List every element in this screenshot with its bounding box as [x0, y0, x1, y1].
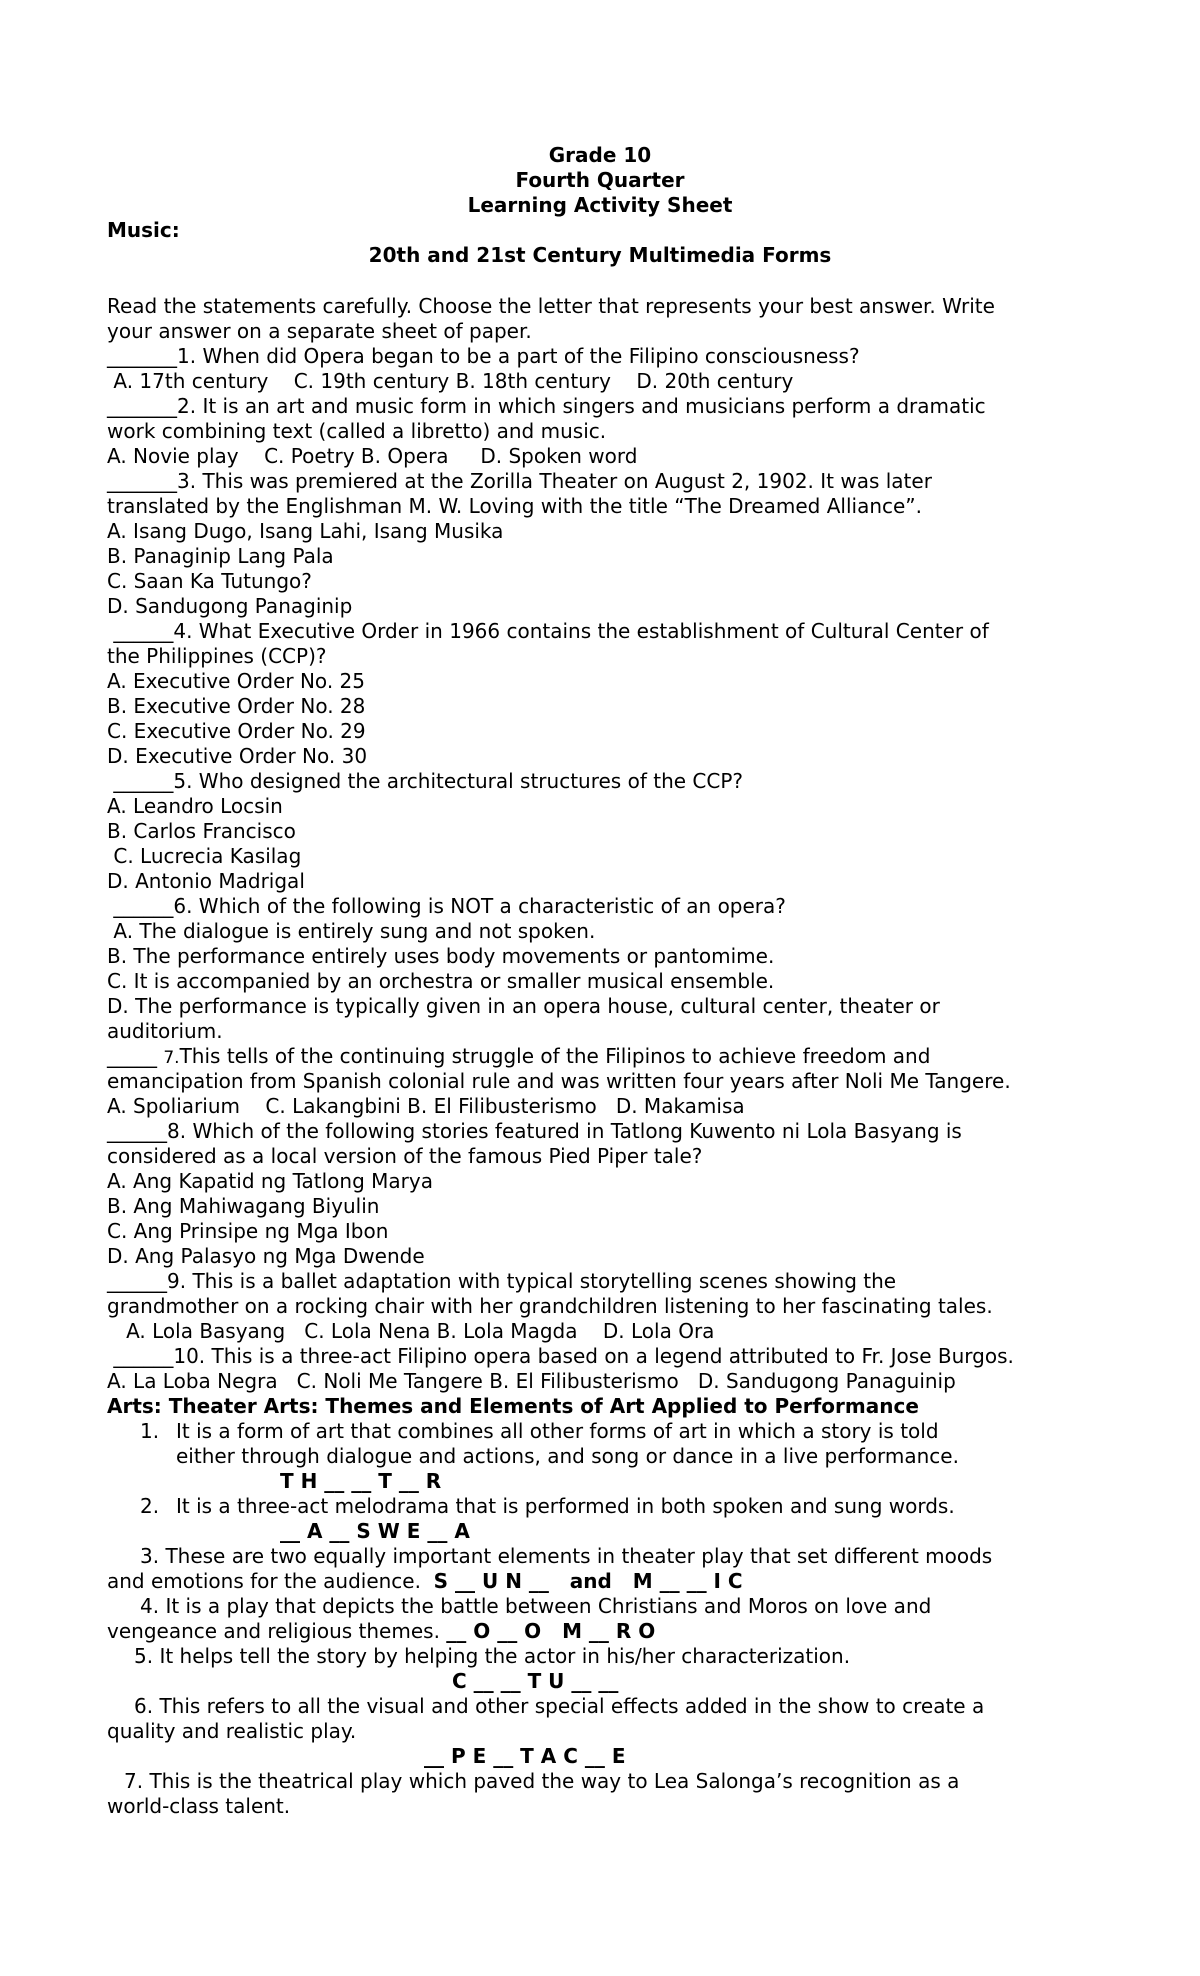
question-3-cont: translated by the Englishman M. W. Loving with the title “The Dreamed Alliance”. — [107, 494, 923, 518]
choice-a: A. The dialogue is entirely sung and not spoken. — [107, 919, 596, 943]
choice-c: C. Saan Ka Tutungo? — [107, 569, 312, 593]
choice-a: A. Leandro Locsin — [107, 794, 283, 818]
answer-clue: T H __ __ T __ R — [280, 1469, 442, 1493]
question-6: ______6. Which of the following is NOT a characteristic of an opera? — [107, 894, 786, 918]
question-1: _______1. When did Opera began to be a part of the Filipino consciousness? — [107, 344, 860, 368]
question-4: ______4. What Executive Order in 1966 contains the establishment of Cultural Center of — [107, 619, 989, 643]
choice-c: C. It is accompanied by an orchestra or smaller musical ensemble. — [107, 969, 775, 993]
choice-c: C. Executive Order No. 29 — [107, 719, 366, 743]
question-3: _______3. This was premiered at the Zorilla Theater on August 2, 1902. It was later — [107, 469, 932, 493]
arts-item-4-cont — [107, 1619, 655, 1644]
instructions-line: your answer on a separate sheet of paper. — [107, 319, 532, 343]
choice-d: D. Ang Palasyo ng Mga Dwende — [107, 1244, 425, 1268]
choice-d-cont: auditorium. — [107, 1019, 223, 1043]
arts-item-4: 4. It is a play that depicts the battle between Christians and Moros on love and — [140, 1594, 932, 1618]
question-2: _______2. It is an art and music form in which singers and musicians perform a dramatic — [107, 394, 986, 418]
answer-blank: _____ — [107, 1044, 164, 1068]
choice-c: C. Lucrecia Kasilag — [107, 844, 302, 868]
choice-a: A. Isang Dugo, Isang Lahi, Isang Musika — [107, 519, 504, 543]
arts-item-6-cont: quality and realistic play. — [107, 1719, 357, 1743]
choice-d: D. Antonio Madrigal — [107, 869, 305, 893]
quarter-heading: Fourth Quarter — [515, 168, 685, 192]
subject-label: Music: — [107, 218, 180, 242]
choice-a: A. Ang Kapatid ng Tatlong Marya — [107, 1169, 433, 1193]
arts-item-4-text: vengeance and religious themes. — [107, 1619, 447, 1643]
arts-item-1-cont: either through dialogue and actions, and song or dance in a live performance. — [176, 1444, 959, 1468]
arts-item-3: 3. These are two equally important elements in theater play that set different moods — [140, 1544, 993, 1568]
question-10-choices: A. La Loba Negra C. Noli Me Tangere B. El Filibusterismo D. Sandugong Panaguinip — [107, 1369, 956, 1393]
question-9-choices: A. Lola Basyang C. Lola Nena B. Lola Magda D. Lola Ora — [107, 1319, 715, 1343]
answer-clue: __ A __ S W E __ A — [280, 1519, 470, 1543]
arts-item-7-cont: world-class talent. — [107, 1794, 291, 1818]
question-2-cont: work combining text (called a libretto) and music. — [107, 419, 607, 443]
choice-b: B. Panaginip Lang Pala — [107, 544, 334, 568]
arts-item-3-cont — [107, 1569, 743, 1594]
answer-clue: __ O __ O M __ R O — [446, 1619, 656, 1643]
choice-d: D. Executive Order No. 30 — [107, 744, 368, 768]
instructions-line: Read the statements carefully. Choose the letter that represents your best answer. Write — [107, 294, 995, 318]
question-text: This tells of the continuing struggle of the Filipinos to achieve freedom and — [179, 1044, 931, 1068]
arts-item-2: It is a three-act melodrama that is performed in both spoken and sung words. — [176, 1494, 955, 1518]
question-7 — [107, 1044, 930, 1071]
arts-item-5: 5. It helps tell the story by helping the actor in his/her characterization. — [134, 1644, 851, 1668]
arts-heading: Arts: Theater Arts: Themes and Elements of Art Applied to Performance — [107, 1394, 919, 1418]
question-9-cont: grandmother on a rocking chair with her grandchildren listening to her fascinating tales. — [107, 1294, 993, 1318]
arts-item-number: 1. — [140, 1419, 160, 1443]
question-8-cont: considered as a local version of the famous Pied Piper tale? — [107, 1144, 703, 1168]
question-7-cont: emancipation from Spanish colonial rule and was written four years after Noli Me Tangere. — [107, 1069, 1011, 1093]
arts-item-3-text: and emotions for the audience. — [107, 1569, 434, 1593]
question-10: ______10. This is a three-act Filipino opera based on a legend attributed to Fr. Jose Burgos. — [107, 1344, 1014, 1368]
choice-c: C. Ang Prinsipe ng Mga Ibon — [107, 1219, 389, 1243]
arts-item-7: 7. This is the theatrical play which paved the way to Lea Salonga’s recognition as a — [124, 1769, 960, 1793]
arts-item-6: 6. This refers to all the visual and other special effects added in the show to create a — [134, 1694, 985, 1718]
choice-b: B. Carlos Francisco — [107, 819, 296, 843]
choice-d: D. The performance is typically given in an opera house, cultural center, theater or — [107, 994, 940, 1018]
arts-item-1: It is a form of art that combines all other forms of art in which a story is told — [176, 1419, 939, 1443]
question-9: ______9. This is a ballet adaptation with typical storytelling scenes showing the — [107, 1269, 897, 1293]
choice-b: B. Executive Order No. 28 — [107, 694, 366, 718]
sheet-title: Learning Activity Sheet — [467, 193, 733, 217]
question-8: ______8. Which of the following stories featured in Tatlong Kuwento ni Lola Basyang is — [107, 1119, 962, 1143]
question-4-cont: the Philippines (CCP)? — [107, 644, 327, 668]
question-1-choices: A. 17th century C. 19th century B. 18th century D. 20th century — [107, 369, 794, 393]
question-number: 7. — [163, 1048, 180, 1068]
answer-clue: C __ __ T U __ __ — [452, 1669, 619, 1693]
grade-heading: Grade 10 — [548, 143, 652, 167]
answer-clue: __ P E __ T A C __ E — [424, 1744, 626, 1768]
question-7-choices: A. Spoliarium C. Lakangbini B. El Filibusterismo D. Makamisa — [107, 1094, 745, 1118]
choice-a: A. Executive Order No. 25 — [107, 669, 365, 693]
answer-clue: S __ U N __ and M __ __ I C — [433, 1569, 743, 1593]
topic-heading: 20th and 21st Century Multimedia Forms — [368, 243, 832, 267]
choice-b: B. Ang Mahiwagang Biyulin — [107, 1194, 380, 1218]
choice-d: D. Sandugong Panaginip — [107, 594, 353, 618]
question-2-choices: A. Novie play C. Poetry B. Opera D. Spoken word — [107, 444, 638, 468]
choice-b: B. The performance entirely uses body movements or pantomime. — [107, 944, 775, 968]
arts-item-number: 2. — [140, 1494, 160, 1518]
question-5: ______5. Who designed the architectural structures of the CCP? — [107, 769, 744, 793]
